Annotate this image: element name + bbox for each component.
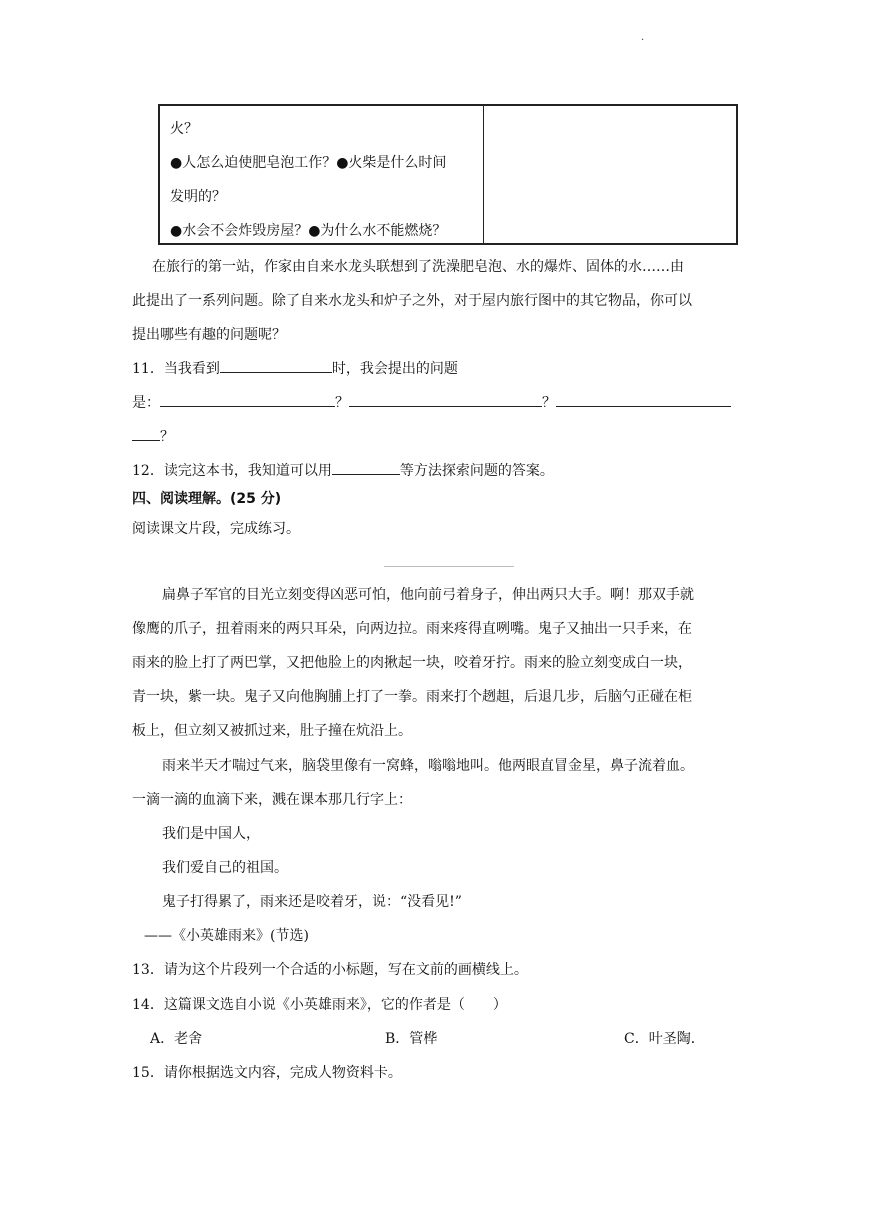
question-11-line-3 — [132, 426, 174, 446]
section-4-heading: 四、阅读理解。(25 分) — [132, 491, 282, 507]
table-line-3: 发明的？ — [170, 189, 226, 205]
passage-p1-line-1: 扁鼻子军官的目光立刻变得凶恶可怕，他向前弓着身子，伸出两只大手。啊！那双手就 — [162, 587, 694, 603]
table-divider — [483, 106, 484, 243]
question-15: 15．请你根据选文内容，完成人物资料卡。 — [132, 1065, 402, 1081]
title-blank-line[interactable] — [384, 566, 514, 567]
q11-text-1: 11．当我看到 — [132, 361, 220, 377]
passage-p1-line-4: 青一块，紫一块。鬼子又向他胸脯上打了一拳。雨来打个趔趄，后退几步，后脑勺正碰在柜 — [132, 689, 692, 705]
q14-option-a[interactable]: A．老舍 — [150, 1031, 203, 1047]
passage-p1-line-2: 像鹰的爪子，扭着雨来的两只耳朵，向两边拉。雨来疼得直咧嘴。鬼子又抽出一只手来，在 — [132, 621, 692, 637]
intro-line-3: 提出哪些有趣的问题呢？ — [132, 327, 286, 343]
question-12 — [132, 460, 554, 480]
q11-text-2: 时，我会提出的问题 — [331, 361, 458, 377]
question-11-line-2 — [132, 392, 731, 412]
section-4-instruction: 阅读课文片段，完成练习。 — [132, 521, 300, 537]
q11-text-3: 是： — [132, 395, 160, 411]
question-11-line-1 — [132, 358, 458, 378]
q11-qmark-1: ？ — [335, 395, 349, 411]
q12-text-1: 12．读完这本书，我知道可以用 — [132, 463, 332, 479]
intro-line-1: 在旅行的第一站，作家由自来水龙头联想到了洗澡肥皂泡、水的爆炸、固体的水……由 — [152, 259, 684, 275]
question-table — [158, 104, 738, 245]
table-line-1: 火？ — [170, 121, 198, 137]
intro-line-2: 此提出了一系列问题。除了自来水龙头和炉子之外，对于屋内旅行图中的其它物品，你可以 — [132, 293, 692, 309]
passage-p2-line-1: 雨来半天才喘过气来，脑袋里像有一窝蜂，嗡嗡地叫。他两眼直冒金星，鼻子流着血。 — [162, 758, 694, 774]
question-13: 13．请为这个片段列一个合适的小标题，写在文前的画横线上。 — [132, 962, 528, 978]
passage-source: ——《小英雄雨来》(节选) — [144, 928, 309, 944]
passage-p1-line-3: 雨来的脸上打了两巴掌，又把他脸上的肉揪起一块，咬着牙拧。雨来的脸立刻变成白一块， — [132, 655, 692, 671]
table-line-2: ●人怎么迫使肥皂泡工作？●火柴是什么时间 — [170, 155, 447, 171]
q11-blank-3[interactable] — [349, 392, 542, 407]
q11-blank-4[interactable] — [556, 392, 731, 407]
header-mark: . — [641, 32, 645, 43]
q11-blank-1[interactable] — [220, 358, 332, 373]
q11-blank-2[interactable] — [160, 392, 335, 407]
table-line-4: ●水会不会炸毁房屋？●为什么水不能燃烧？ — [170, 223, 447, 239]
passage-p1-line-5: 板上，但立刻又被抓过来，肚子撞在炕沿上。 — [132, 723, 412, 739]
passage-p2-line-2: 一滴一滴的血滴下来，溅在课本那几行字上： — [132, 792, 412, 808]
passage-p5: 鬼子打得累了，雨来还是咬着牙，说：“没看见!” — [162, 894, 462, 910]
passage-p4: 我们爱自己的祖国。 — [162, 860, 288, 876]
passage-p3: 我们是中国人， — [162, 826, 260, 842]
q12-text-2: 等方法探索问题的答案。 — [399, 463, 554, 479]
q12-blank[interactable] — [332, 460, 400, 475]
q14-option-c[interactable]: C．叶圣陶． — [624, 1031, 705, 1047]
question-14-stem: 14．这篇课文选自小说《小英雄雨来》，它的作者是（ ） — [132, 997, 507, 1013]
q14-option-b[interactable]: B．管桦 — [385, 1031, 438, 1047]
q11-blank-4-cont[interactable] — [132, 426, 160, 441]
q11-qmark-2: ？ — [542, 395, 556, 411]
q11-qmark-3: ？ — [160, 429, 174, 445]
